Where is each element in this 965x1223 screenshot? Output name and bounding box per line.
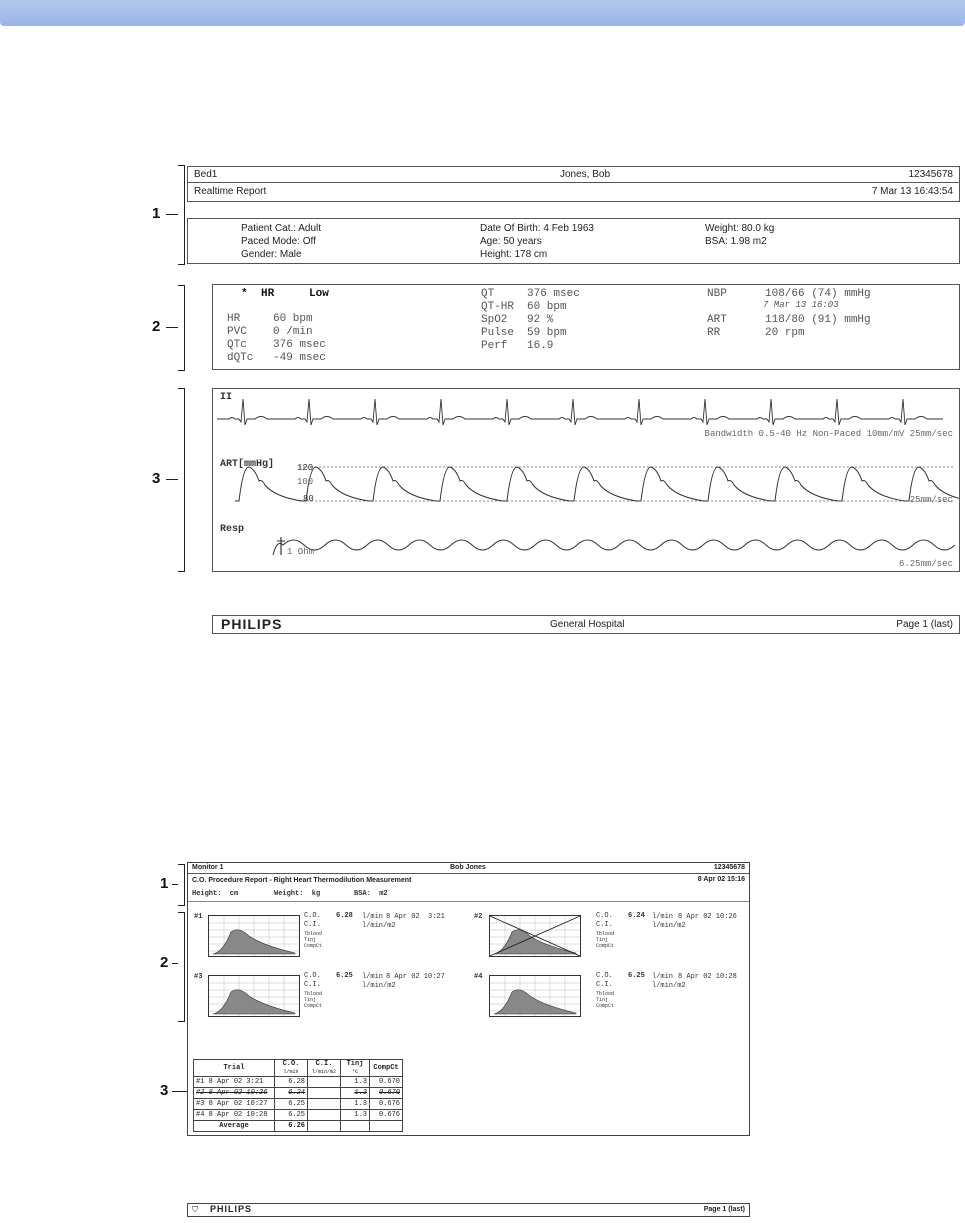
vital-value: 376 msec <box>273 339 326 351</box>
ci-unit: l/min/m2 <box>362 982 396 990</box>
patient-name: Jones, Bob <box>560 169 611 180</box>
vital-label: QT <box>481 288 495 300</box>
ci-label: C.I. <box>596 921 613 929</box>
gender: Gender: Male <box>241 249 302 260</box>
callout-2: 2 <box>152 318 161 335</box>
ci-label: C.I. <box>596 981 613 989</box>
art-scale-80: 80 <box>303 494 314 504</box>
alarm-level: Low <box>309 288 329 300</box>
art-label: ART[mmHg] <box>220 459 275 470</box>
nbp-timestamp: 7 Mar 13 16:03 <box>763 300 839 310</box>
table-row: #4 8 Apr 02 10:28 6.25 1.3 0.676 <box>194 1110 403 1121</box>
vital-label: QTc <box>227 339 247 351</box>
ci-label: C.I. <box>304 921 321 929</box>
vital-value: 118/80 (91) mmHg <box>765 314 871 326</box>
co-unit: l/min <box>362 973 384 981</box>
vital-value: 20 rpm <box>765 327 805 339</box>
vital-value: 16.9 <box>527 340 554 352</box>
ecg-trace <box>217 399 943 425</box>
co-label: C.O. <box>304 912 321 920</box>
philips-logo: PHILIPS <box>221 616 283 632</box>
curve-id: #4 <box>474 973 483 981</box>
thermodilution-curve-rejected <box>489 915 581 957</box>
waveform-traces <box>213 389 959 571</box>
ci-unit: l/min/m2 <box>362 922 396 930</box>
co-report-page <box>187 862 750 1136</box>
ecg-lead-label: II <box>220 392 233 403</box>
callout-bracket <box>178 388 185 572</box>
vital-label: HR <box>227 313 241 325</box>
co-value: 6.28 <box>336 912 353 920</box>
vital-label: ART <box>707 314 727 326</box>
compct-label: CompCt <box>596 943 615 949</box>
waveform-box <box>212 388 960 572</box>
art-scale-100: 100 <box>297 477 314 487</box>
callout-bracket <box>178 165 185 265</box>
curve-time: 8 Apr 02 10:26 <box>678 913 737 921</box>
weight: Weight: 80.0 kg <box>705 223 775 234</box>
table-header: CompCt <box>370 1060 403 1077</box>
vital-value: 0 /min <box>273 326 313 338</box>
co-value: 6.24 <box>628 912 645 920</box>
curve-id: #3 <box>194 973 203 981</box>
tinj-label: Tinj <box>304 997 317 1003</box>
paced-mode: Paced Mode: Off <box>241 236 316 247</box>
co-unit: l/min <box>652 913 674 921</box>
resp-speed: 6.25mm/sec <box>898 559 953 569</box>
vitals-box <box>212 284 960 370</box>
vital-label: PVC <box>227 326 247 338</box>
vital-label: Perf <box>481 340 508 352</box>
tinj-label: Tinj <box>304 937 317 943</box>
vital-value: 59 bpm <box>527 327 567 339</box>
vital-label: QT-HR <box>481 301 515 313</box>
ci-unit: l/min/m2 <box>652 922 686 930</box>
tblood-label: Tblood <box>304 991 323 997</box>
callout-line <box>166 214 178 215</box>
report-title: C.O. Procedure Report - Right Heart Thermodilution Measurement <box>192 877 412 884</box>
bsa: BSA: 1.98 m2 <box>705 236 767 247</box>
curve-id: #1 <box>194 913 203 921</box>
table-header: C.I. l/min/m2 <box>308 1060 341 1077</box>
monitor-label: Monitor 1 <box>192 864 224 871</box>
table-header: Tinj °C <box>341 1060 370 1077</box>
co-label: C.O. <box>596 972 613 980</box>
page-number: Page 1 (last) <box>703 1206 745 1213</box>
ci-label: C.I. <box>304 981 321 989</box>
callout-3: 3 <box>160 1082 169 1099</box>
thermodilution-curve <box>208 915 300 957</box>
callout-bracket <box>178 864 185 906</box>
callout-bracket <box>178 285 185 371</box>
report-header <box>187 166 960 202</box>
co-label: C.O. <box>304 972 321 980</box>
callout-line <box>166 479 178 480</box>
callout-1: 1 <box>152 205 161 222</box>
co-label: C.O. <box>596 912 613 920</box>
compct-label: CompCt <box>596 1003 615 1009</box>
co-results-table <box>193 1059 403 1132</box>
patient-id: 12345678 <box>908 169 953 180</box>
vital-label: dQTc <box>227 352 254 364</box>
vital-label: SpO2 <box>481 314 508 326</box>
callout-1: 1 <box>160 875 169 892</box>
tinj-label: Tinj <box>596 937 609 943</box>
bsa-field: BSA: m2 <box>354 890 388 898</box>
resp-calibration: 1 Ohm <box>287 547 315 557</box>
patient-category: Patient Cat.: Adult <box>241 223 322 234</box>
philips-logo: PHILIPS <box>210 1204 253 1214</box>
hospital-name: General Hospital <box>550 619 625 630</box>
ci-unit: l/min/m2 <box>652 982 686 990</box>
report-datetime: 7 Mar 13 16:43:54 <box>871 186 953 197</box>
callout-3: 3 <box>152 470 161 487</box>
height: Height: 178 cm <box>480 249 548 260</box>
art-trace <box>235 467 959 501</box>
co-value: 6.25 <box>628 972 645 980</box>
vital-label: RR <box>707 327 721 339</box>
compct-label: CompCt <box>304 1003 323 1009</box>
vital-value: -49 msec <box>273 352 326 364</box>
age: Age: 50 years <box>480 236 542 247</box>
vital-label: Pulse <box>481 327 515 339</box>
table-average-row: Average 6.26 <box>194 1121 403 1132</box>
co-unit: l/min <box>362 913 384 921</box>
co-unit: l/min <box>652 973 674 981</box>
weight-field: Weight: kg <box>274 890 321 898</box>
table-row-rejected: #2 8 Apr 02 10:26 6.24 1.3 0.670 <box>194 1088 403 1099</box>
curve-time: 8 Apr 02 10:27 <box>386 973 445 981</box>
compct-label: CompCt <box>304 943 323 949</box>
tblood-label: Tblood <box>596 931 615 937</box>
vital-value: 92 % <box>527 314 554 326</box>
header-bar <box>0 0 965 26</box>
vital-label: NBP <box>707 288 727 300</box>
table-row: #3 8 Apr 02 10:27 6.25 1.3 0.676 <box>194 1099 403 1110</box>
vital-value: 108/66 (74) mmHg <box>765 288 871 300</box>
table-header: C.O. l/min <box>275 1060 308 1077</box>
table-row: #1 8 Apr 02 3:21 6.28 1.3 0.670 <box>194 1077 403 1088</box>
alarm-star: * <box>241 288 248 300</box>
curve-time: 8 Apr 02 10:28 <box>678 973 737 981</box>
resp-trace <box>273 540 955 555</box>
page-number: Page 1 (last) <box>896 619 953 630</box>
report-footer <box>187 1203 750 1217</box>
co-value: 6.25 <box>336 972 353 980</box>
curve-id: #2 <box>474 913 483 921</box>
shield-icon: ⛉ <box>192 1205 198 1214</box>
ecg-settings: Bandwidth 0.5-40 Hz Non-Paced 10mm/mV 25mm/sec <box>704 429 953 439</box>
tinj-label: Tinj <box>596 997 609 1003</box>
report-datetime: 8 Apr 02 15:16 <box>697 876 745 883</box>
bed-label: Bed1 <box>194 169 218 180</box>
vital-value: 376 msec <box>527 288 580 300</box>
callout-2: 2 <box>160 954 169 971</box>
report-type: Realtime Report <box>194 186 267 197</box>
callout-line <box>166 327 178 328</box>
table-header: Trial <box>194 1060 275 1077</box>
date-of-birth: Date Of Birth: 4 Feb 1963 <box>480 223 594 234</box>
alarm-label: HR <box>261 288 275 300</box>
resp-label: Resp <box>220 524 245 535</box>
vital-value: 60 bpm <box>273 313 313 325</box>
patient-name: Bob Jones <box>450 864 486 871</box>
demographics-box <box>187 218 960 264</box>
callout-bracket <box>178 912 185 1022</box>
tblood-label: Tblood <box>304 931 323 937</box>
curve-time: 8 Apr 02 3:21 <box>386 913 445 921</box>
thermodilution-curve <box>489 975 581 1017</box>
tblood-label: Tblood <box>596 991 615 997</box>
height-field: Height: cm <box>192 890 239 898</box>
report-footer <box>212 615 960 634</box>
vital-value: 60 bpm <box>527 301 567 313</box>
patient-id: 12345678 <box>713 864 745 871</box>
thermodilution-curve <box>208 975 300 1017</box>
art-speed: 25mm/sec <box>909 495 953 505</box>
art-scale-120: 120 <box>297 463 314 473</box>
